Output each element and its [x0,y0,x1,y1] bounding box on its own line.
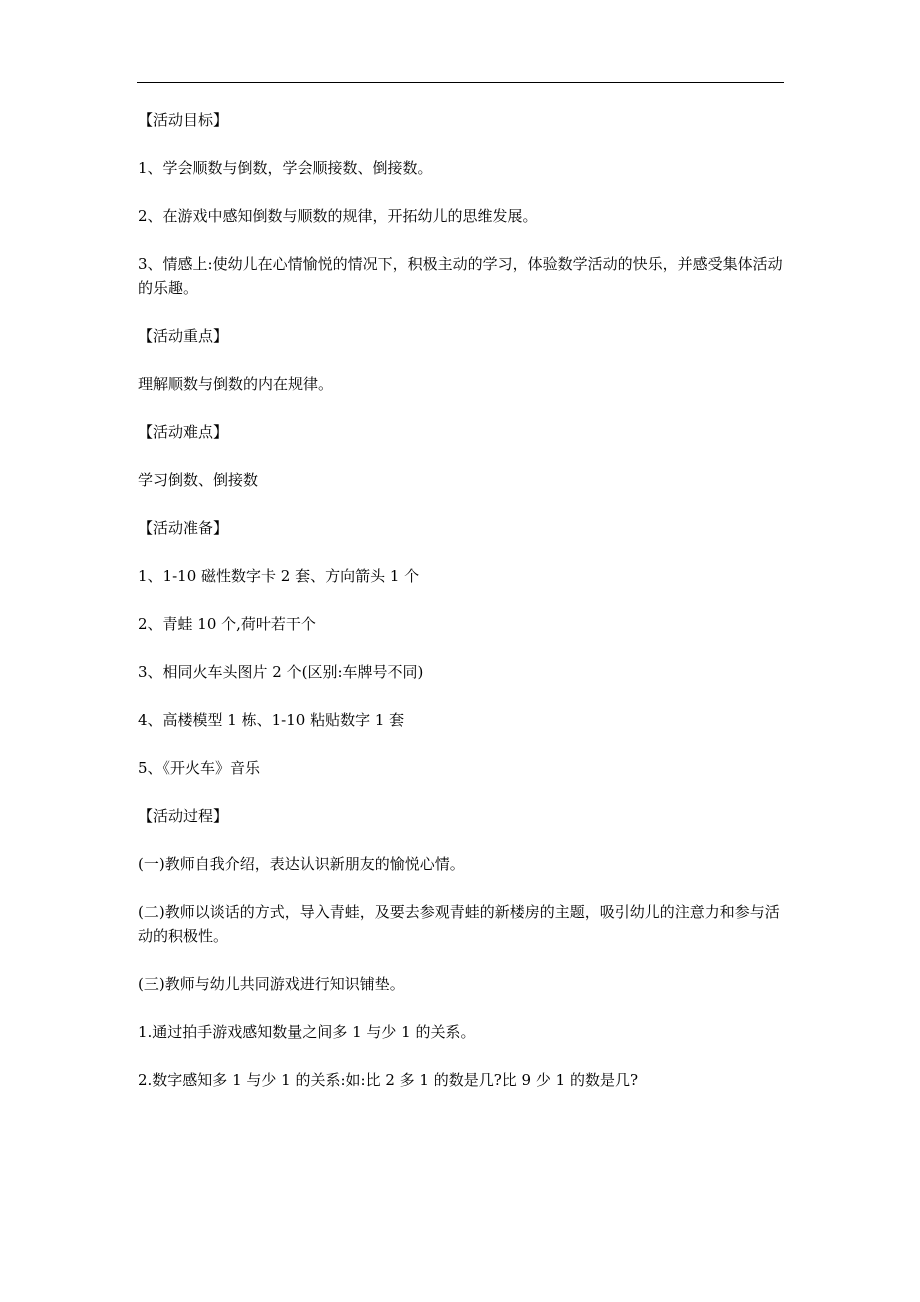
heading-activity-focus: 【活动重点】 [138,327,229,345]
process-step-3: (三)教师与幼儿共同游戏进行知识铺垫。 [138,975,405,993]
document-body [138,108,784,1092]
preparation-item-1: 1、1-10 磁性数字卡 2 套、方向箭头 1 个 [138,567,420,585]
heading-activity-difficulty: 【活动难点】 [138,423,229,441]
preparation-item-3: 3、相同火车头图片 2 个(区别:车牌号不同) [138,663,424,681]
heading-activity-goals: 【活动目标】 [138,111,229,129]
process-substep-2: 2.数字感知多 1 与少 1 的关系:如:比 2 多 1 的数是几?比 9 少 1 的数是几? [138,1071,638,1089]
header-rule [137,82,784,83]
goal-item-1: 1、学会顺数与倒数，学会顺接数、倒接数。 [138,159,433,177]
preparation-item-5: 5、《开火车》音乐 [138,759,261,777]
preparation-item-2: 2、青蛙 10 个,荷叶若干个 [138,615,316,633]
difficulty-text: 学习倒数、倒接数 [138,471,259,489]
heading-activity-process: 【活动过程】 [138,807,229,825]
heading-activity-preparation: 【活动准备】 [138,519,229,537]
goal-item-3: 3、情感上:使幼儿在心情愉悦的情况下，积极主动的学习，体验数学活动的快乐，并感受集体活动的乐趣。 [138,255,783,297]
process-substep-1: 1.通过拍手游戏感知数量之间多 1 与少 1 的关系。 [138,1023,476,1041]
focus-text: 理解顺数与倒数的内在规律。 [138,375,334,393]
goal-item-2: 2、在游戏中感知倒数与顺数的规律，开拓幼儿的思维发展。 [138,207,538,225]
process-step-1: (一)教师自我介绍，表达认识新朋友的愉悦心情。 [138,855,465,873]
preparation-item-4: 4、高楼模型 1 栋、1-10 粘贴数字 1 套 [138,711,405,729]
process-step-2: (二)教师以谈话的方式，导入青蛙，及要去参观青蛙的新楼房的主题，吸引幼儿的注意力和参与活动的积极性。 [138,903,780,945]
